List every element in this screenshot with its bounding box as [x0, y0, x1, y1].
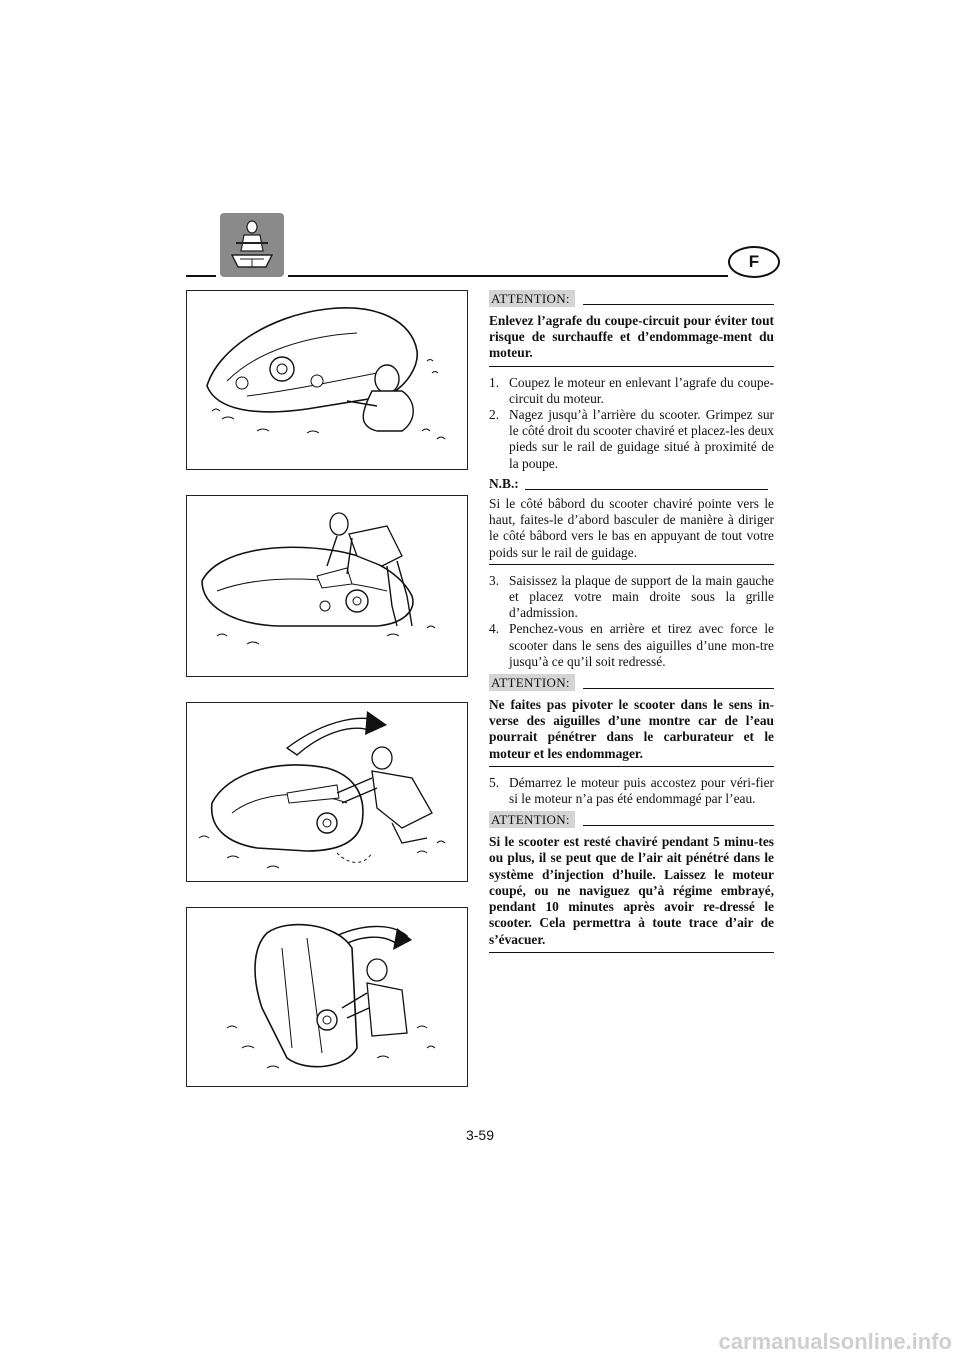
header-rule-right	[288, 275, 728, 277]
attention-heading-2	[489, 674, 774, 691]
step-3: 3. Saisissez la plaque de support de la main gauche et placez votre main droite sous la grille d’admission.	[489, 572, 774, 621]
attention-label: ATTENTION:	[489, 811, 575, 828]
jet-ski-rider-icon	[220, 213, 284, 277]
watermark: carmanualsonline.info	[718, 1329, 952, 1354]
attention-text-3: Si le scooter est resté chaviré pendant 5 minu-tes ou plus, il se peut que de l’air ait pénétré dans le système d’injection d’huile. Laissez le moteur coupé, ou ne naviguez qu’à régime embrayé, pendant 10 minutes après avoir re-dressé le scooter. Cela permettra à toute trace d’air de s’évacuer.	[489, 828, 774, 952]
figure-righting	[186, 907, 468, 1087]
heading-rule	[525, 489, 768, 490]
step-5: 5. Démarrez le moteur puis accostez pour véri-fier si le moteur n’a pas été endommagé par l’eau.	[489, 774, 774, 807]
attention-text-2: Ne faites pas pivoter le scooter dans le sens in-verse des aiguilles d’une montre car de l’eau pourrait pénétrer dans le carburateur et le moteur et les endommager.	[489, 691, 774, 767]
page-number: 3-59	[465, 1127, 495, 1143]
step-4: 4. Penchez-vous en arrière et tirez avec force le scooter dans le sens des aiguilles d’une mon-tre jusqu’à ce qu’il soit redressé.	[489, 621, 774, 669]
watercraft-climb-illustration	[187, 496, 467, 676]
heading-rule	[583, 688, 774, 689]
language-badge: F	[728, 246, 780, 278]
steps-list-c	[489, 775, 774, 807]
attention-heading-3	[489, 811, 774, 828]
heading-rule	[583, 304, 774, 305]
instructions-column	[489, 288, 774, 961]
figure-rotate-clockwise	[186, 702, 468, 882]
step-2: 2. Nagez jusqu’à l’arrière du scooter. Grimpez sur le côté droit du scooter chaviré et placez-les deux pieds sur le rail de guidage situé à proximité de la poupe.	[489, 407, 774, 471]
watercraft-rotate-illustration	[187, 703, 467, 881]
capsized-watercraft-illustration	[187, 291, 467, 469]
steps-list-b	[489, 573, 774, 670]
attention-text-1: Enlevez l’agrafe du coupe-circuit pour éviter tout risque de surchauffe et d’endommage-ment du moteur.	[489, 307, 774, 367]
nb-heading	[489, 476, 774, 492]
attention-label: ATTENTION:	[489, 290, 575, 307]
watercraft-righting-illustration	[187, 908, 467, 1086]
nb-text: Si le côté bâbord du scooter chaviré pointe vers le haut, faites-le d’abord basculer de manière à diriger le côté bâbord vers le bas en appuyant de tout votre poids sur le rail de guidage.	[489, 492, 774, 565]
step-1: 1. Coupez le moteur en enlevant l’agrafe du coupe-circuit du moteur.	[489, 374, 774, 406]
nb-label: N.B.:	[489, 475, 519, 491]
attention-heading-1	[489, 290, 774, 307]
steps-list-a	[489, 375, 774, 472]
figure-climb-on-side	[186, 495, 468, 677]
attention-label: ATTENTION:	[489, 674, 575, 691]
heading-rule	[583, 825, 774, 826]
figure-swim-to-stern	[186, 290, 468, 470]
header-rule-left	[186, 275, 216, 277]
